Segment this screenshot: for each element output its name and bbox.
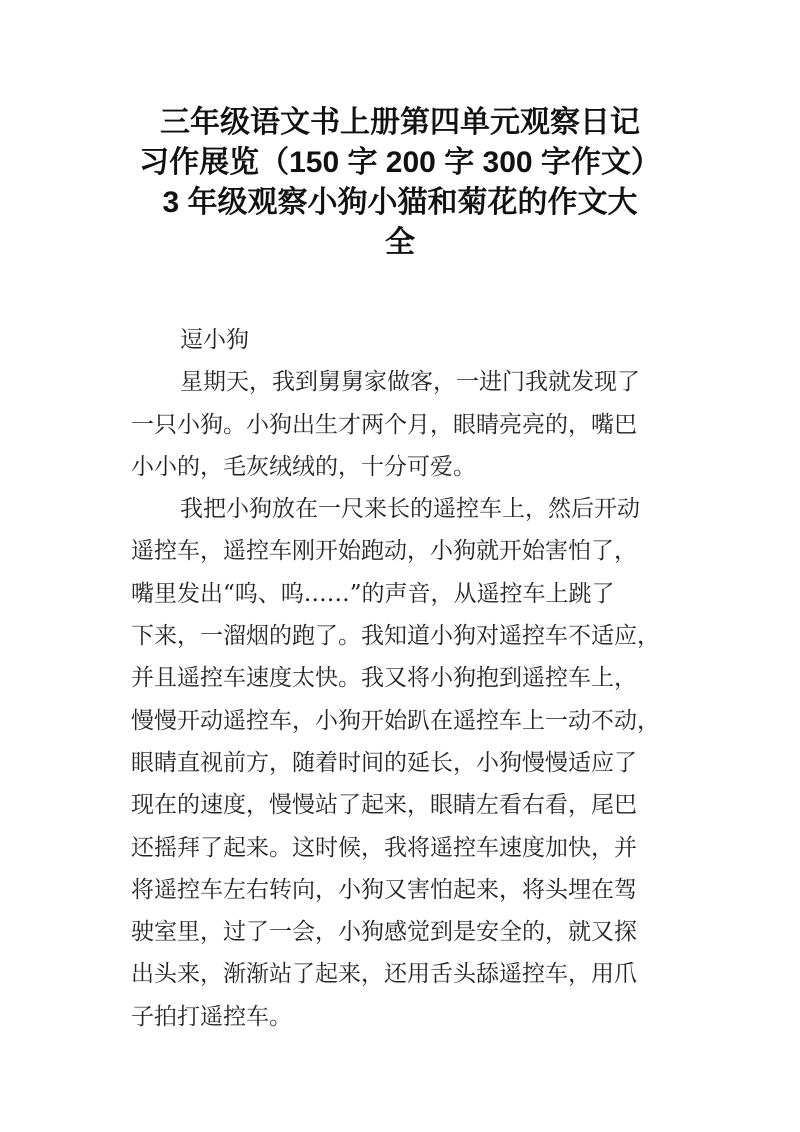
- paragraph-line: 我把小狗放在一尺来长的遥控车上，然后开动: [180, 496, 640, 523]
- title-line: 三年级语文书上册第四单元观察日记: [160, 106, 640, 139]
- paragraph-line: 现在的速度，慢慢站了起来，眼睛左看右看，尾巴: [131, 792, 637, 819]
- paragraph-line: 慢慢开动遥控车，小狗开始趴在遥控车上一动不动，: [131, 707, 660, 734]
- paragraph-line: 还摇拜了起来。这时候，我将遥控车速度加快，并: [131, 834, 637, 861]
- paragraph-line: 一只小狗。小狗出生才两个月，眼睛亮亮的，嘴巴: [131, 411, 637, 438]
- paragraph-line: 并且遥控车速度太快。我又将小狗抱到遥控车上，: [131, 665, 637, 692]
- document-title: [0, 103, 800, 263]
- paragraph-line: 驶室里，过了一会，小狗感觉到是安全的，就又探: [131, 919, 637, 946]
- paragraph-line: 出头来，渐渐站了起来，还用舌头舔遥控车，用爪: [131, 961, 637, 988]
- paragraph-line: 遥控车，遥控车刚开始跑动，小狗就开始害怕了，: [131, 538, 637, 565]
- paragraph-line: 小小的，毛灰绒绒的，十分可爱。: [131, 453, 476, 480]
- title-line: 3 年级观察小狗小猫和菊花的作文大: [162, 186, 638, 219]
- paragraph-line: 子拍打遥控车。: [131, 1003, 292, 1030]
- paragraph-line: 星期天，我到舅舅家做客，一进门我就发现了: [180, 369, 640, 396]
- title-line: 习作展览（150 字 200 字 300 字作文）: [139, 146, 661, 179]
- title-line: 全: [385, 226, 415, 259]
- paragraph-line: 将遥控车左右转向，小狗又害怕起来，将头埋在驾: [131, 876, 637, 903]
- paragraph-line: 眼睛直视前方，随着时间的延长，小狗慢慢适应了: [131, 749, 637, 776]
- paragraph-line: 下来，一溜烟的跑了。我知道小狗对遥控车不适应，: [131, 623, 660, 650]
- paragraph-line: 嘴里发出“呜、呜……”的声音，从遥控车上跳了: [131, 580, 615, 607]
- essay-body: [131, 319, 691, 1038]
- essay-heading: 逗小狗: [180, 327, 249, 353]
